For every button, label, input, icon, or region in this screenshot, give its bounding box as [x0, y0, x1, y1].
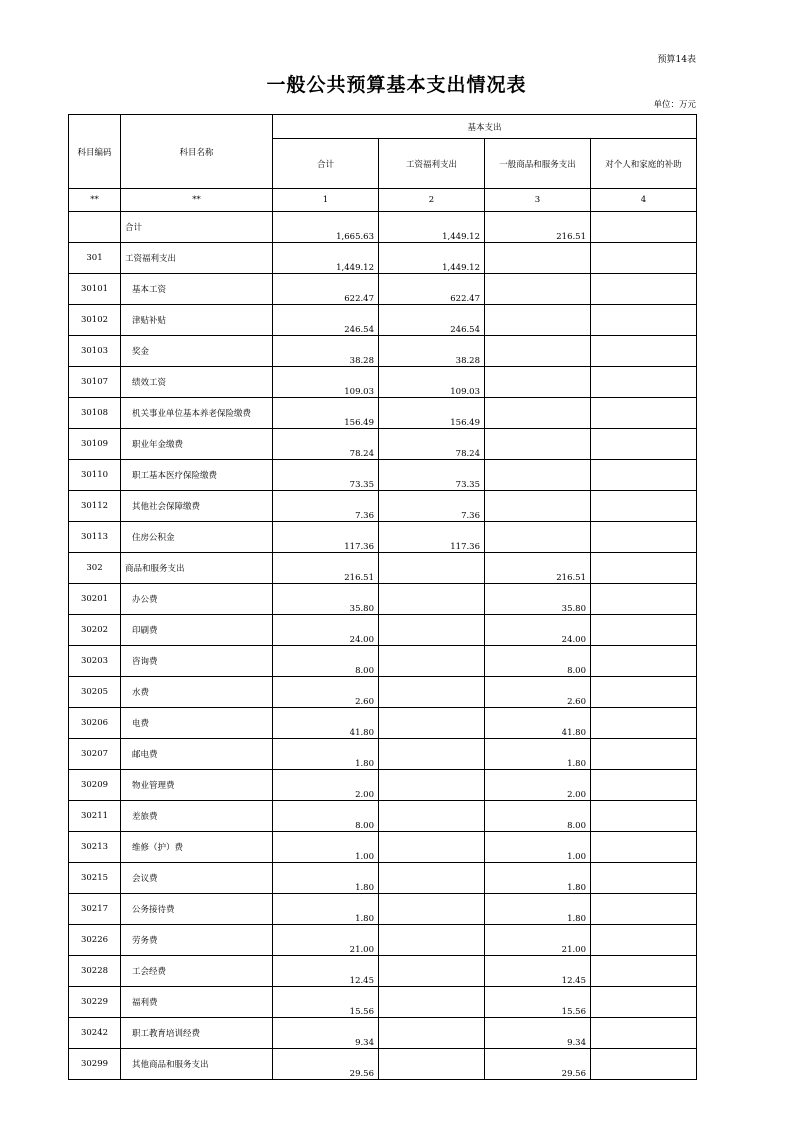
wage-welfare-cell: [379, 770, 485, 801]
household-subsidy-cell: [591, 1049, 697, 1080]
index-cell: **: [69, 189, 121, 212]
table-row: [69, 894, 697, 925]
household-subsidy-cell: [591, 429, 697, 460]
household-subsidy-cell: [591, 212, 697, 243]
wage-welfare-cell: [379, 863, 485, 894]
total-cell: 109.03: [273, 367, 379, 398]
account-code-cell: 30102: [69, 305, 121, 336]
total-cell: 73.35: [273, 460, 379, 491]
table-row: [69, 491, 697, 522]
goods-services-cell: [485, 367, 591, 398]
account-code-cell: 30229: [69, 987, 121, 1018]
wage-welfare-cell: 1,449.12: [379, 212, 485, 243]
wage-welfare-cell: [379, 925, 485, 956]
wage-welfare-cell: [379, 832, 485, 863]
account-code-cell: 30217: [69, 894, 121, 925]
total-cell: 78.24: [273, 429, 379, 460]
table-row: [69, 925, 697, 956]
wage-welfare-cell: [379, 708, 485, 739]
goods-services-cell: 35.80: [485, 584, 591, 615]
goods-services-cell: 2.00: [485, 770, 591, 801]
total-cell: 117.36: [273, 522, 379, 553]
household-subsidy-cell: [591, 677, 697, 708]
goods-services-cell: 1.80: [485, 863, 591, 894]
wage-welfare-cell: [379, 739, 485, 770]
account-name-cell: 基本工资: [121, 274, 273, 305]
household-subsidy-cell: [591, 398, 697, 429]
account-name-cell: 住房公积金: [121, 522, 273, 553]
goods-services-cell: 1.80: [485, 894, 591, 925]
account-name-cell: 职业年金缴费: [121, 429, 273, 460]
account-name-cell: 合计: [121, 212, 273, 243]
household-subsidy-cell: [591, 243, 697, 274]
table-row: [69, 522, 697, 553]
goods-services-cell: 1.80: [485, 739, 591, 770]
household-subsidy-cell: [591, 491, 697, 522]
household-subsidy-cell: [591, 987, 697, 1018]
wage-welfare-cell: [379, 646, 485, 677]
table-row: [69, 274, 697, 305]
table-row: [69, 212, 697, 243]
table-row: [69, 708, 697, 739]
total-cell: 21.00: [273, 925, 379, 956]
wage-welfare-cell: [379, 553, 485, 584]
index-cell: 4: [591, 189, 697, 212]
table-body: [69, 212, 697, 1080]
index-cell: **: [121, 189, 273, 212]
account-code-cell: 301: [69, 243, 121, 274]
household-subsidy-cell: [591, 1018, 697, 1049]
goods-services-cell: 24.00: [485, 615, 591, 646]
account-name-cell: 差旅费: [121, 801, 273, 832]
table-row: [69, 460, 697, 491]
index-cell: 2: [379, 189, 485, 212]
account-name-cell: 物业管理费: [121, 770, 273, 801]
table-row: [69, 677, 697, 708]
total-cell: 29.56: [273, 1049, 379, 1080]
wage-welfare-cell: [379, 801, 485, 832]
wage-welfare-cell: 246.54: [379, 305, 485, 336]
header-household-subsidy: 对个人和家庭的补助: [591, 139, 697, 189]
household-subsidy-cell: [591, 956, 697, 987]
table-row: [69, 1018, 697, 1049]
account-code-cell: 30299: [69, 1049, 121, 1080]
total-cell: 2.60: [273, 677, 379, 708]
table-row: [69, 584, 697, 615]
account-name-cell: 机关事业单位基本养老保险缴费: [121, 398, 273, 429]
household-subsidy-cell: [591, 801, 697, 832]
household-subsidy-cell: [591, 646, 697, 677]
goods-services-cell: 2.60: [485, 677, 591, 708]
account-code-cell: [69, 212, 121, 243]
unit-label: 单位：万元: [653, 100, 696, 110]
wage-welfare-cell: [379, 894, 485, 925]
wage-welfare-cell: 156.49: [379, 398, 485, 429]
household-subsidy-cell: [591, 367, 697, 398]
form-number: 预算14表: [657, 55, 696, 65]
account-code-cell: 30112: [69, 491, 121, 522]
total-cell: 8.00: [273, 646, 379, 677]
table-row: [69, 739, 697, 770]
goods-services-cell: 21.00: [485, 925, 591, 956]
total-cell: 1.80: [273, 894, 379, 925]
total-cell: 12.45: [273, 956, 379, 987]
table-row: [69, 987, 697, 1018]
table-row: [69, 398, 697, 429]
account-code-cell: 30215: [69, 863, 121, 894]
household-subsidy-cell: [591, 522, 697, 553]
household-subsidy-cell: [591, 863, 697, 894]
account-name-cell: 印刷费: [121, 615, 273, 646]
table-row: [69, 305, 697, 336]
account-code-cell: 30101: [69, 274, 121, 305]
table-row: [69, 243, 697, 274]
account-name-cell: 商品和服务支出: [121, 553, 273, 584]
account-name-cell: 其他社会保障缴费: [121, 491, 273, 522]
total-cell: 15.56: [273, 987, 379, 1018]
header-code: 科目编码: [69, 115, 121, 189]
account-name-cell: 奖金: [121, 336, 273, 367]
household-subsidy-cell: [591, 925, 697, 956]
wage-welfare-cell: 117.36: [379, 522, 485, 553]
table-row: [69, 956, 697, 987]
goods-services-cell: 29.56: [485, 1049, 591, 1080]
account-code-cell: 30110: [69, 460, 121, 491]
total-cell: 2.00: [273, 770, 379, 801]
total-cell: 8.00: [273, 801, 379, 832]
index-cell: 3: [485, 189, 591, 212]
household-subsidy-cell: [591, 274, 697, 305]
household-subsidy-cell: [591, 832, 697, 863]
account-code-cell: 30109: [69, 429, 121, 460]
goods-services-cell: [485, 429, 591, 460]
wage-welfare-cell: 622.47: [379, 274, 485, 305]
goods-services-cell: 9.34: [485, 1018, 591, 1049]
total-cell: 7.36: [273, 491, 379, 522]
account-name-cell: 邮电费: [121, 739, 273, 770]
account-code-cell: 30211: [69, 801, 121, 832]
total-cell: 9.34: [273, 1018, 379, 1049]
goods-services-cell: 41.80: [485, 708, 591, 739]
account-name-cell: 维修（护）费: [121, 832, 273, 863]
account-name-cell: 职工教育培训经费: [121, 1018, 273, 1049]
total-cell: 38.28: [273, 336, 379, 367]
account-code-cell: 30107: [69, 367, 121, 398]
account-code-cell: 30103: [69, 336, 121, 367]
household-subsidy-cell: [591, 615, 697, 646]
table-header: [69, 115, 697, 189]
household-subsidy-cell: [591, 894, 697, 925]
page-title: 一般公共预算基本支出情况表: [266, 74, 527, 96]
column-index-row: [69, 189, 697, 212]
total-cell: 35.80: [273, 584, 379, 615]
account-name-cell: 电费: [121, 708, 273, 739]
goods-services-cell: 1.00: [485, 832, 591, 863]
header-name: 科目名称: [121, 115, 273, 189]
header-wage-welfare: 工资福利支出: [379, 139, 485, 189]
account-code-cell: 30113: [69, 522, 121, 553]
total-cell: 1,449.12: [273, 243, 379, 274]
household-subsidy-cell: [591, 553, 697, 584]
total-cell: 24.00: [273, 615, 379, 646]
account-name-cell: 职工基本医疗保险缴费: [121, 460, 273, 491]
account-code-cell: 30228: [69, 956, 121, 987]
goods-services-cell: [485, 274, 591, 305]
total-cell: 1.80: [273, 739, 379, 770]
account-name-cell: 咨询费: [121, 646, 273, 677]
household-subsidy-cell: [591, 460, 697, 491]
account-name-cell: 会议费: [121, 863, 273, 894]
account-code-cell: 302: [69, 553, 121, 584]
account-name-cell: 劳务费: [121, 925, 273, 956]
household-subsidy-cell: [591, 336, 697, 367]
goods-services-cell: 216.51: [485, 553, 591, 584]
account-code-cell: 30205: [69, 677, 121, 708]
goods-services-cell: 216.51: [485, 212, 591, 243]
table-row: [69, 801, 697, 832]
table-row: [69, 863, 697, 894]
household-subsidy-cell: [591, 739, 697, 770]
wage-welfare-cell: 78.24: [379, 429, 485, 460]
account-code-cell: 30203: [69, 646, 121, 677]
wage-welfare-cell: 109.03: [379, 367, 485, 398]
header-total: 合计: [273, 139, 379, 189]
account-name-cell: 公务接待费: [121, 894, 273, 925]
table-row: [69, 1049, 697, 1080]
total-cell: 1.00: [273, 832, 379, 863]
goods-services-cell: [485, 398, 591, 429]
table-row: [69, 553, 697, 584]
wage-welfare-cell: [379, 1049, 485, 1080]
account-code-cell: 30108: [69, 398, 121, 429]
goods-services-cell: [485, 522, 591, 553]
total-cell: 246.54: [273, 305, 379, 336]
account-name-cell: 津贴补贴: [121, 305, 273, 336]
goods-services-cell: 8.00: [485, 801, 591, 832]
account-code-cell: 30213: [69, 832, 121, 863]
household-subsidy-cell: [591, 584, 697, 615]
total-cell: 1.80: [273, 863, 379, 894]
account-code-cell: 30202: [69, 615, 121, 646]
index-section: [69, 189, 697, 212]
household-subsidy-cell: [591, 770, 697, 801]
goods-services-cell: 15.56: [485, 987, 591, 1018]
wage-welfare-cell: 73.35: [379, 460, 485, 491]
table-row: [69, 832, 697, 863]
goods-services-cell: [485, 460, 591, 491]
wage-welfare-cell: [379, 677, 485, 708]
wage-welfare-cell: [379, 987, 485, 1018]
goods-services-cell: [485, 491, 591, 522]
account-name-cell: 办公费: [121, 584, 273, 615]
account-name-cell: 工资福利支出: [121, 243, 273, 274]
table-row: [69, 646, 697, 677]
table-row: [69, 770, 697, 801]
goods-services-cell: 8.00: [485, 646, 591, 677]
wage-welfare-cell: [379, 584, 485, 615]
table-row: [69, 336, 697, 367]
wage-welfare-cell: [379, 1018, 485, 1049]
account-code-cell: 30207: [69, 739, 121, 770]
account-code-cell: 30242: [69, 1018, 121, 1049]
household-subsidy-cell: [591, 708, 697, 739]
index-cell: 1: [273, 189, 379, 212]
wage-welfare-cell: 1,449.12: [379, 243, 485, 274]
wage-welfare-cell: 7.36: [379, 491, 485, 522]
table-row: [69, 615, 697, 646]
total-cell: 216.51: [273, 553, 379, 584]
account-name-cell: 绩效工资: [121, 367, 273, 398]
account-name-cell: 工会经费: [121, 956, 273, 987]
table-row: [69, 429, 697, 460]
total-cell: 156.49: [273, 398, 379, 429]
goods-services-cell: [485, 305, 591, 336]
wage-welfare-cell: 38.28: [379, 336, 485, 367]
account-code-cell: 30209: [69, 770, 121, 801]
account-name-cell: 其他商品和服务支出: [121, 1049, 273, 1080]
header-goods-services: 一般商品和服务支出: [485, 139, 591, 189]
account-code-cell: 30201: [69, 584, 121, 615]
account-name-cell: 水费: [121, 677, 273, 708]
goods-services-cell: 12.45: [485, 956, 591, 987]
total-cell: 622.47: [273, 274, 379, 305]
goods-services-cell: [485, 336, 591, 367]
total-cell: 1,665.63: [273, 212, 379, 243]
table-row: [69, 367, 697, 398]
header-basic-expenditure: 基本支出: [273, 115, 697, 139]
goods-services-cell: [485, 243, 591, 274]
budget-table: [68, 114, 697, 1080]
wage-welfare-cell: [379, 615, 485, 646]
household-subsidy-cell: [591, 305, 697, 336]
total-cell: 41.80: [273, 708, 379, 739]
account-code-cell: 30226: [69, 925, 121, 956]
account-name-cell: 福利费: [121, 987, 273, 1018]
wage-welfare-cell: [379, 956, 485, 987]
account-code-cell: 30206: [69, 708, 121, 739]
